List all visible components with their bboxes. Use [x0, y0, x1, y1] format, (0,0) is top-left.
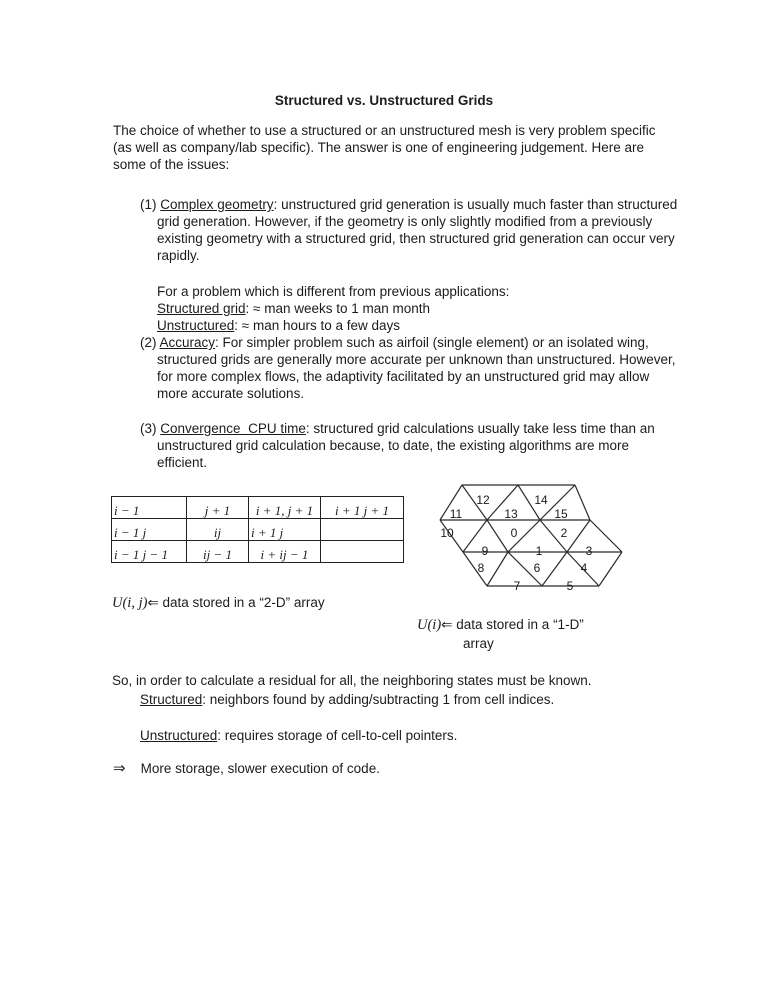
table-cell [321, 541, 404, 563]
table-cell: j + 1 [187, 497, 249, 519]
svg-text:8: 8 [477, 561, 485, 575]
svg-text:4: 4 [580, 561, 588, 575]
item-number: (1) [140, 197, 157, 212]
unstructured-text: : requires storage of cell-to-cell pointers. [217, 728, 458, 743]
svg-text:13: 13 [504, 507, 518, 521]
list-item-3 [140, 420, 679, 471]
svg-text:12: 12 [476, 493, 490, 507]
list-item-1 [140, 196, 679, 264]
caption-2d-text: data stored in a “2-D” array [162, 595, 325, 610]
svg-text:6: 6 [533, 561, 541, 575]
right-double-arrow-icon: ⇒ [113, 759, 126, 777]
problem-block [157, 283, 509, 334]
svg-text:3: 3 [585, 544, 593, 558]
footer-unstructured [140, 727, 457, 744]
unstructured-label: Unstructured [157, 318, 235, 333]
problem-intro: For a problem which is different from previous applications: [157, 284, 510, 299]
table-cell: ij [187, 519, 249, 541]
caption-1d-line1 [417, 616, 584, 634]
svg-text:11: 11 [449, 507, 463, 521]
table-cell: i + 1 j + 1 [321, 497, 404, 519]
item-text: : For simpler problem such as airfoil (single element) or an isolated wing, structured grids are generally more accurate per unknown than unstructured. However, for more complex flows, the adaptivity facilitated by an unstructured grid may allow more accurate solutions. [157, 335, 676, 401]
left-double-arrow-icon: ⇐ [147, 595, 159, 611]
problem-unstructured [157, 317, 509, 334]
footer-structured [140, 691, 554, 708]
footer-line1: So, in order to calculate a residual for all, the neighboring states must be known. [112, 673, 592, 688]
caption-1d-line2: array [463, 636, 494, 651]
table-row [112, 541, 404, 563]
item-number: (3) [140, 421, 157, 436]
unstructured-label: Unstructured [140, 728, 218, 743]
svg-text:5: 5 [566, 579, 574, 593]
index-table [111, 496, 404, 563]
svg-text:0: 0 [510, 526, 518, 540]
caption-2d [112, 594, 325, 612]
structured-grid-text: : ≈ man weeks to 1 man month [245, 301, 431, 316]
list-item-2 [140, 334, 683, 402]
svg-text:1: 1 [535, 544, 543, 558]
intro-paragraph: The choice of whether to use a structured or an unstructured mesh is very problem specific (as well as company/lab specific). The answer is one of engineering judgement. Here are some of the issues: [113, 123, 656, 172]
left-double-arrow-icon: ⇐ [441, 617, 453, 633]
caption-1d [417, 616, 584, 652]
mesh-diagram [430, 470, 632, 598]
table-cell: i − 1 [112, 497, 187, 519]
item-label: Accuracy [159, 335, 216, 350]
table-row [112, 497, 404, 519]
caption-1d-text: data stored in a “1-D” [456, 617, 584, 632]
svg-text:10: 10 [440, 526, 454, 540]
table-cell: i − 1 j [112, 519, 187, 541]
caption-1d-math: U(i) [417, 617, 442, 633]
svg-text:7: 7 [513, 579, 521, 593]
table-cell [321, 519, 404, 541]
conclusion-text: More storage, slower execution of code. [140, 761, 380, 776]
svg-text:15: 15 [554, 507, 568, 521]
structured-grid-label: Structured grid [157, 301, 246, 316]
item-label: Convergence CPU time [160, 421, 306, 436]
svg-text:2: 2 [560, 526, 568, 540]
table-cell: i + 1, j + 1 [249, 497, 321, 519]
table-row [112, 519, 404, 541]
caption-2d-math: U(i, j) [112, 595, 148, 611]
footer-conclusion [113, 760, 380, 777]
table-cell: i + ij − 1 [249, 541, 321, 563]
item-label: Complex geometry [160, 197, 274, 212]
problem-structured [157, 300, 509, 317]
item-number: (2) [140, 335, 157, 350]
structured-label: Structured [140, 692, 203, 707]
structured-text: : neighbors found by adding/subtracting 1 from cell indices. [202, 692, 555, 707]
svg-text:9: 9 [481, 544, 489, 558]
table-cell: i − 1 j − 1 [112, 541, 187, 563]
item-text: : structured grid calculations usually take less time than an unstructured grid calculation because, to date, the existing algorithms are more efficient. [157, 421, 655, 470]
page-title: Structured vs. Unstructured Grids [274, 93, 494, 108]
table-cell: i + 1 j [249, 519, 321, 541]
table-cell: ij − 1 [187, 541, 249, 563]
item-text: : unstructured grid generation is usually much faster than structured grid generation. However, if the geometry is only slightly modified from a previously existing geometry with a structured grid, then structured grid generation can occur very rapidly. [157, 197, 678, 263]
unstructured-text: : ≈ man hours to a few days [234, 318, 401, 333]
svg-text:14: 14 [534, 493, 548, 507]
